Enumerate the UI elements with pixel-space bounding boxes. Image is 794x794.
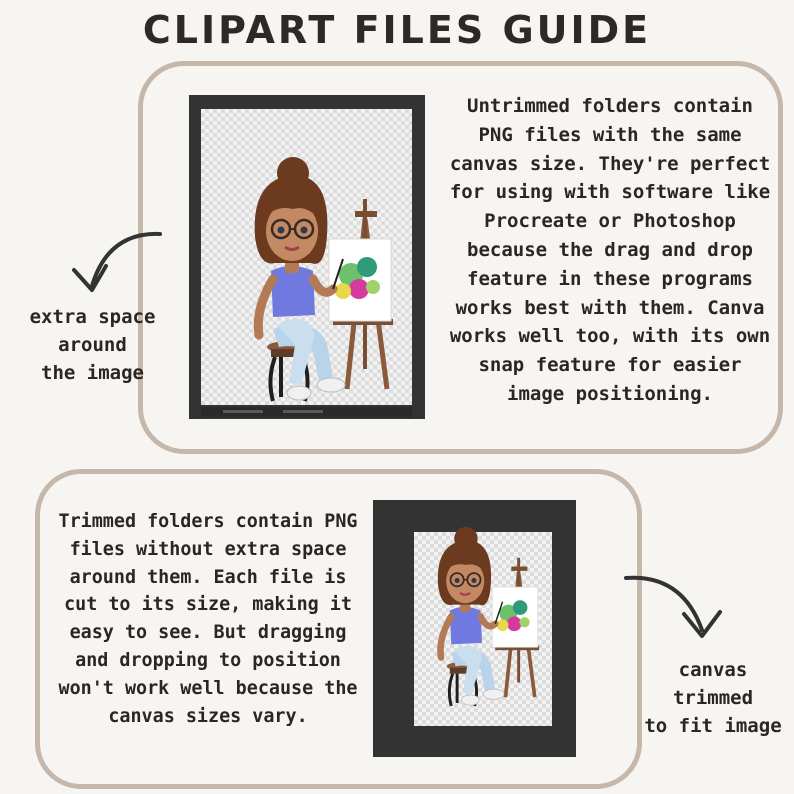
- status-item: [223, 410, 263, 413]
- untrimmed-description: Untrimmed folders contain PNG files with the same canvas size. They're perfect for using with software like Procreate or Photoshop because the drag and drop feature in these programs works best with them. Canva works well too, with its own snap feature for easier image positioning.: [449, 95, 771, 405]
- status-item: [283, 410, 323, 413]
- curved-arrow-down-left-icon: [62, 226, 172, 306]
- transparent-canvas: [414, 532, 552, 726]
- page-title: CLIPART FILES GUIDE: [142, 8, 652, 52]
- editor-status-bar: [201, 407, 412, 417]
- artist-girl-illustration: [201, 109, 412, 405]
- trimmed-canvas-preview: [373, 500, 576, 757]
- trimmed-description: Trimmed folders contain PNG files without extra space around them. Each file is cut to its size, making it easy to see. But dragging and dropping to position won't work well because the canvas sizes vary.: [58, 511, 358, 727]
- curved-arrow-down-right-icon: [622, 570, 732, 650]
- untrimmed-callout: extra space around the image: [29, 306, 156, 384]
- artist-girl-illustration: [414, 532, 552, 726]
- untrimmed-canvas-preview: [189, 95, 425, 419]
- transparent-canvas: [201, 109, 412, 405]
- trimmed-callout: canvas trimmed to fit image: [644, 659, 782, 737]
